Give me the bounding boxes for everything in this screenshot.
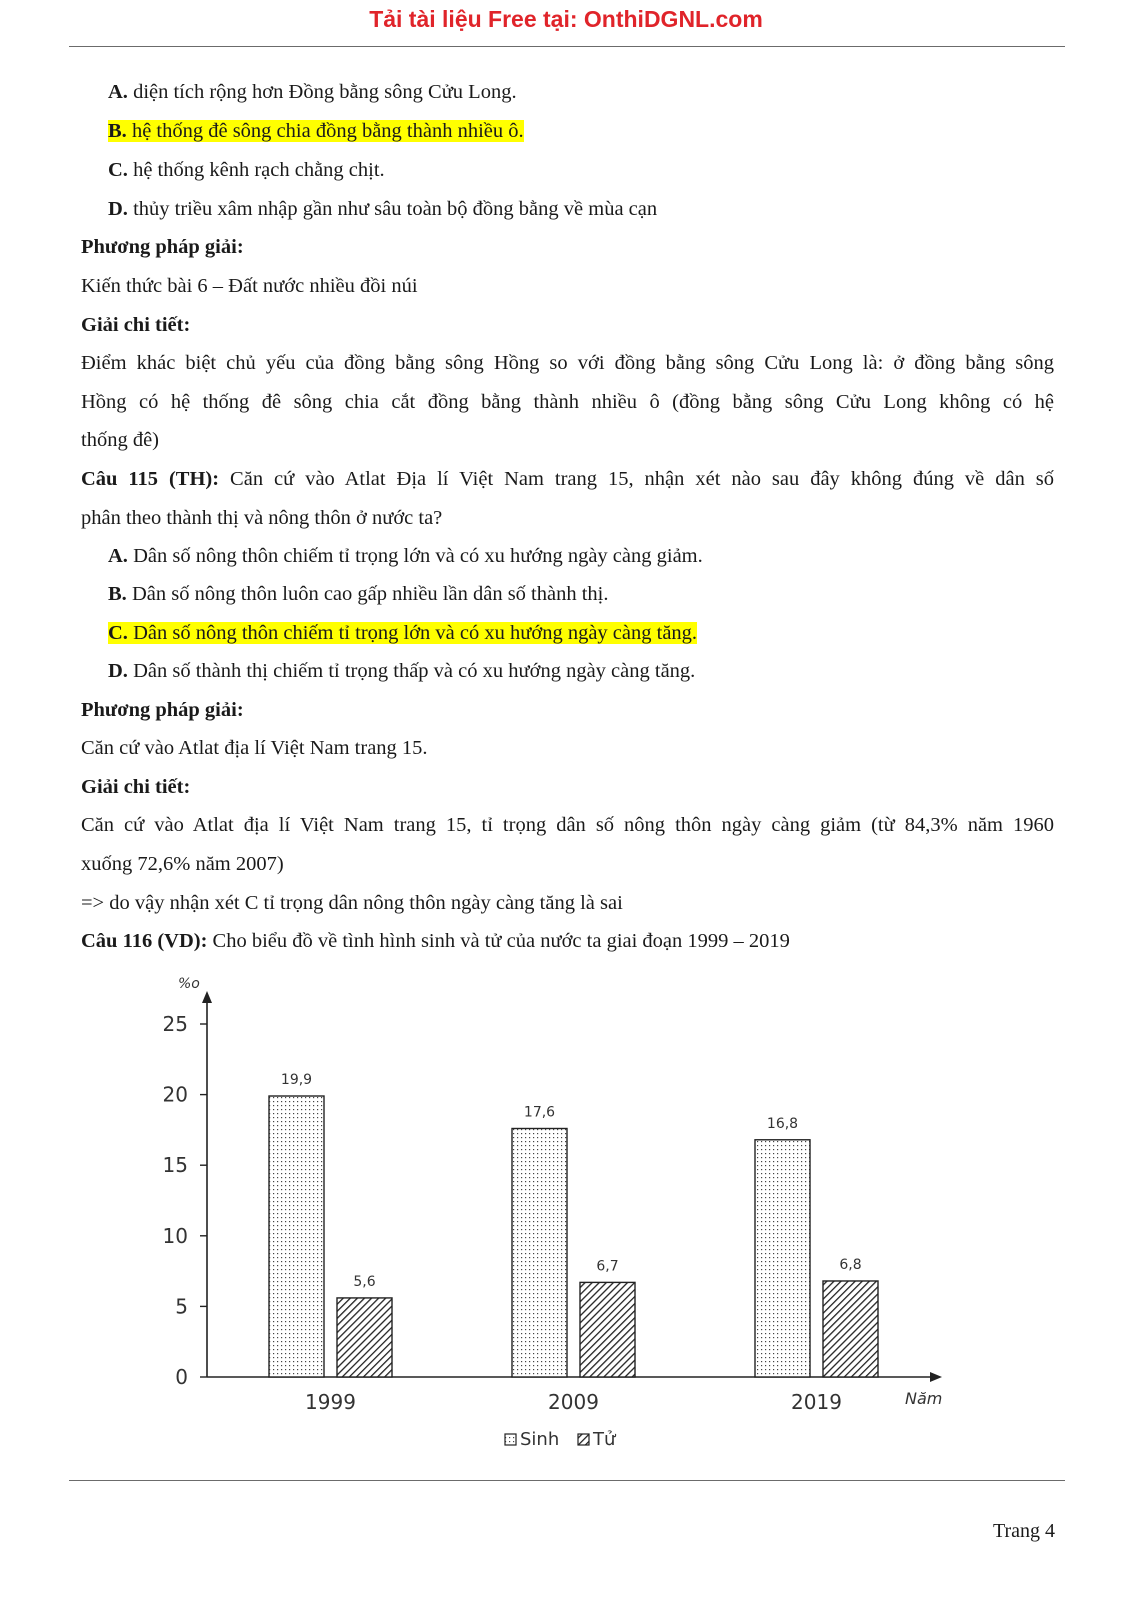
q114-detail-label: Giải chi tiết: xyxy=(81,314,191,336)
legend-swatch-tu xyxy=(578,1434,589,1445)
data-label: 17,6 xyxy=(523,1104,556,1121)
x-tick-label: 2009 xyxy=(548,1390,599,1414)
footer-rule xyxy=(69,1480,1065,1481)
download-banner[interactable]: Tải tài liệu Free tại: OnthiDGNL.com xyxy=(369,6,763,32)
bar-sinh-1999 xyxy=(269,1096,324,1377)
y-tick-label: 20 xyxy=(162,1082,188,1107)
bar-tu-1999 xyxy=(337,1298,392,1377)
q115-method-label: Phương pháp giải: xyxy=(81,699,244,721)
page-number: Trang 4 xyxy=(992,1520,1055,1542)
q114-detail-line-2: Hồng có hệ thống đê sông chia cắt đồng bằng thành nhiều ô (đồng bằng sông Cửu Long không có hệ xyxy=(81,391,1054,413)
x-axis-arrow xyxy=(930,1372,942,1382)
q115-method-text: Căn cứ vào Atlat địa lí Việt Nam trang 15. xyxy=(81,737,428,759)
q116-stem: Câu 116 (VD): Cho biểu đồ về tình hình sinh và tử của nước ta giai đoạn 1999 – 2019 xyxy=(81,930,790,952)
q115-detail-line-3: => do vậy nhận xét C tỉ trọng dân nông thôn ngày càng tăng là sai xyxy=(81,892,623,914)
q115-stem-line-2: phân theo thành thị và nông thôn ở nước ta? xyxy=(81,507,443,529)
y-tick-label: 0 xyxy=(175,1365,188,1389)
q114-option-b-correct: B. hệ thống đê sông chia đồng bằng thành nhiều ô. xyxy=(108,120,524,142)
q115-detail-label: Giải chi tiết: xyxy=(81,776,191,798)
x-axis-title: Năm xyxy=(905,1389,943,1408)
x-tick-label: 1999 xyxy=(305,1390,356,1414)
q115-detail-line-2: xuống 72,6% năm 2007) xyxy=(81,853,284,875)
legend-label-sinh: Sinh xyxy=(520,1429,560,1450)
bar-tu-2019 xyxy=(823,1281,878,1377)
y-axis-title: %o xyxy=(178,976,200,992)
y-tick-label: 25 xyxy=(162,1012,188,1036)
q114-option-d: D. thủy triều xâm nhập gần như sâu toàn bộ đồng bằng về mùa cạn xyxy=(108,198,658,220)
q115-option-d: D. Dân số thành thị chiếm tỉ trọng thấp và có xu hướng ngày càng tăng. xyxy=(108,660,696,682)
y-tick-label: 5 xyxy=(175,1294,188,1319)
q114-detail-line-3: thống đê) xyxy=(81,429,159,451)
q115-option-b: B. Dân số nông thôn luôn cao gấp nhiều lần dân số thành thị. xyxy=(108,583,609,605)
y-axis-arrow xyxy=(202,991,212,1003)
q115-option-c-correct: C. Dân số nông thôn chiếm tỉ trọng lớn và có xu hướng ngày càng tăng. xyxy=(108,622,698,644)
x-tick-label: 2019 xyxy=(791,1390,842,1414)
bar-sinh-2009 xyxy=(512,1128,567,1377)
q115-option-a: A. Dân số nông thôn chiếm tỉ trọng lớn và có xu hướng ngày càng giảm. xyxy=(108,545,703,567)
q114-detail-line-1: Điểm khác biệt chủ yếu của đồng bằng sông Hồng so với đồng bằng sông Cửu Long là: ở đồng bằng sông xyxy=(81,352,1054,374)
q114-option-a: A. diện tích rộng hơn Đồng bằng sông Cửu Long. xyxy=(108,81,517,103)
q114-method-label: Phương pháp giải: xyxy=(81,236,244,258)
q114-option-c: C. hệ thống kênh rạch chằng chịt. xyxy=(108,159,385,181)
legend-swatch-sinh xyxy=(505,1434,516,1445)
q115-detail-line-1: Căn cứ vào Atlat địa lí Việt Nam trang 15, tỉ trọng dân số nông thôn ngày càng giảm (từ 84,3% năm 1960 xyxy=(81,814,1054,836)
data-label: 16,8 xyxy=(766,1115,799,1132)
q114-method-text: Kiến thức bài 6 – Đất nước nhiều đồi núi xyxy=(81,275,418,297)
data-label: 6,7 xyxy=(596,1258,619,1275)
y-tick-label: 10 xyxy=(162,1223,188,1248)
bar-sinh-2019 xyxy=(755,1140,810,1377)
data-label: 5,6 xyxy=(353,1273,376,1290)
q115-stem-line-1: Câu 115 (TH): Căn cứ vào Atlat Địa lí Việt Nam trang 15, nhận xét nào sau đây không đúng về dân số xyxy=(81,468,1054,490)
data-label: 6,8 xyxy=(839,1256,862,1273)
data-label: 19,9 xyxy=(280,1072,313,1089)
bar-tu-2009 xyxy=(580,1282,635,1377)
legend-label-tu: Tử xyxy=(593,1429,616,1450)
y-tick-label: 15 xyxy=(162,1153,188,1178)
